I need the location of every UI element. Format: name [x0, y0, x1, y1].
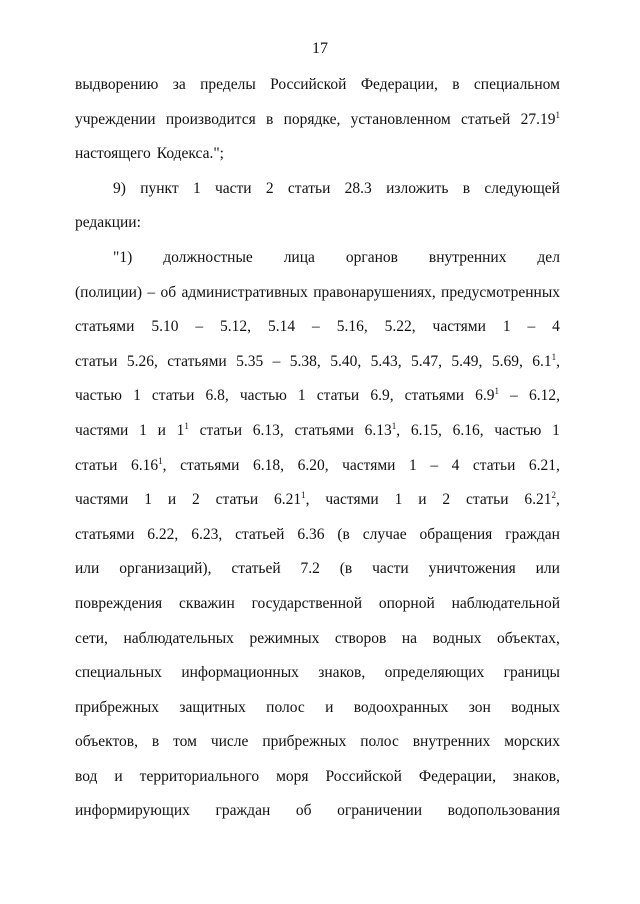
word: административных	[181, 283, 308, 301]
word: зон	[468, 698, 491, 716]
word: внутренних	[428, 248, 507, 266]
word: 7.2	[300, 560, 320, 578]
word: граждан	[215, 802, 271, 820]
word: Федерации,	[360, 76, 438, 93]
word: органов	[345, 248, 398, 266]
word: $6.9^1$	[475, 386, 500, 405]
word: 5.40,	[330, 352, 362, 370]
word: Российской	[270, 76, 347, 93]
word: 6.36	[297, 525, 325, 543]
superscript: 1	[555, 109, 560, 120]
word: (полиции)	[75, 283, 143, 301]
word: (в	[339, 560, 353, 578]
word: в	[452, 76, 460, 93]
word: 1	[144, 491, 152, 509]
word: 4	[451, 456, 460, 474]
text-line	[75, 518, 560, 553]
word: том	[173, 733, 197, 751]
word: створов	[334, 629, 387, 647]
word: 6.12,	[528, 387, 560, 405]
word: должностные	[163, 248, 253, 266]
word: изложить	[386, 179, 449, 197]
word: внутренних	[412, 733, 491, 751]
word: знаков,	[318, 664, 366, 682]
word: скважин	[179, 594, 235, 612]
word: и	[325, 698, 334, 716]
word: 5.35	[236, 352, 264, 370]
word: на	[401, 629, 418, 647]
word: и	[167, 491, 177, 509]
word: частями	[75, 421, 129, 439]
word: 6.20,	[297, 456, 329, 474]
word: частью	[494, 421, 542, 439]
word: вод	[75, 767, 98, 785]
word: об	[295, 802, 312, 820]
word: статьи	[466, 491, 509, 509]
word: водных	[511, 698, 560, 716]
word: 1	[133, 387, 141, 405]
word: организаций),	[119, 560, 212, 578]
word: "1)	[113, 248, 133, 266]
word: 1	[394, 491, 403, 509]
text-line	[75, 760, 560, 795]
word: случае	[362, 525, 407, 543]
word: частями	[75, 491, 129, 509]
word: частью	[239, 387, 287, 405]
word: 1	[297, 387, 306, 405]
word: 6.16$^1$,	[131, 455, 167, 474]
text-line	[75, 137, 560, 172]
word: территориального	[139, 767, 260, 785]
superscript: 1	[184, 420, 189, 431]
word: границы	[503, 664, 560, 682]
word: 6.16,	[452, 421, 484, 439]
word: режимных	[249, 629, 320, 647]
superscript: 1	[551, 351, 557, 362]
word: статьями	[75, 318, 135, 336]
word: 1	[192, 179, 201, 197]
word: 6.21$^1$,	[274, 490, 310, 509]
word: статьи	[316, 387, 360, 405]
text-line	[75, 552, 560, 587]
text-line	[75, 68, 560, 103]
word: водопользования	[447, 802, 560, 820]
word: 5.10	[151, 318, 179, 336]
word: –	[510, 387, 518, 405]
word: частями	[342, 456, 396, 474]
word: 5.43,	[370, 352, 402, 370]
word: (в	[337, 525, 350, 543]
text-line	[75, 414, 560, 449]
word: в	[266, 110, 274, 128]
word: специальном	[473, 76, 560, 93]
word: 5.16,	[336, 318, 368, 336]
word: числе	[210, 733, 249, 751]
word: полос	[360, 733, 399, 751]
word: 5.69,	[491, 352, 523, 370]
word: ограничении	[337, 802, 423, 820]
word: 6.15,	[410, 421, 442, 439]
text-line	[75, 691, 560, 726]
word: 2	[192, 491, 200, 509]
word: объектах,	[496, 629, 560, 647]
word: информационных	[181, 664, 299, 682]
word: 2	[265, 179, 274, 197]
text-line	[75, 379, 560, 414]
word: определяющих	[384, 664, 485, 682]
text-line	[75, 794, 560, 829]
superscript: 2	[551, 490, 556, 501]
word: статьями	[404, 387, 465, 405]
word: и	[114, 767, 123, 785]
word: статьи	[199, 421, 243, 439]
word: части	[214, 179, 252, 197]
word: учреждении	[75, 110, 156, 128]
text-line	[75, 345, 560, 380]
word: статьи	[151, 387, 195, 405]
word: сети,	[75, 629, 108, 647]
word: статьями	[167, 352, 227, 370]
page-number: 17	[312, 40, 328, 57]
word: 5.12,	[220, 318, 252, 336]
word: статьей	[231, 560, 281, 578]
word: 1	[139, 421, 147, 439]
word: 5.14	[267, 318, 296, 336]
word: и	[418, 491, 427, 509]
word: статьи	[75, 456, 118, 474]
word: водных	[432, 629, 482, 647]
word: 1	[552, 421, 560, 439]
word: опорной	[378, 594, 435, 612]
word: пункт	[140, 179, 179, 197]
word: 6.21$^2$,	[524, 490, 560, 509]
word: 4	[552, 318, 560, 336]
word: статьей	[461, 110, 511, 128]
word: 6.22,	[147, 525, 179, 543]
word: статьи	[287, 179, 331, 197]
word: лица	[283, 248, 315, 266]
word: 1	[409, 456, 417, 474]
word: и	[157, 421, 166, 439]
word: об	[160, 283, 177, 301]
word: Российской	[325, 767, 402, 785]
word: –	[195, 318, 204, 336]
word: повреждения	[75, 594, 163, 612]
word: 6.9,	[370, 387, 394, 405]
text-line	[75, 276, 560, 311]
text-line	[75, 587, 560, 622]
word: или	[535, 560, 560, 578]
superscript: 1	[494, 386, 500, 397]
word: следующей	[484, 179, 560, 197]
word: 6.18,	[253, 456, 285, 474]
text-line	[75, 310, 560, 345]
word: 6.21,	[528, 456, 560, 474]
text-line	[75, 656, 560, 691]
word: или	[75, 560, 100, 578]
superscript: 1	[158, 455, 163, 466]
word: правонарушениях,	[313, 283, 436, 301]
word: 5.22,	[384, 318, 416, 336]
text-line	[75, 622, 560, 657]
word: в	[151, 733, 160, 751]
word: –	[312, 318, 320, 336]
word: –	[147, 283, 156, 301]
word: 27.19$^1$	[520, 109, 560, 128]
word: установленном	[350, 110, 451, 128]
word: прибрежных	[262, 733, 347, 751]
word: защитных	[179, 698, 246, 716]
word: производится	[165, 110, 256, 128]
word: дел	[537, 248, 560, 266]
word: 6.13,	[252, 421, 284, 439]
word: 6.8,	[205, 387, 229, 405]
word: –	[430, 456, 439, 474]
word: Кодекса.";	[156, 145, 224, 163]
text-line	[75, 241, 560, 276]
word: 5.49,	[451, 352, 483, 370]
word: статьями	[294, 421, 354, 439]
word: порядке,	[283, 110, 341, 128]
word: $6.1^1$,	[532, 351, 560, 370]
text-line	[75, 483, 560, 518]
word: статьями	[180, 456, 240, 474]
superscript: 1	[301, 490, 306, 501]
text-line	[75, 449, 560, 484]
word: 6.23,	[191, 525, 223, 543]
word: 5.47,	[411, 352, 442, 370]
word: государственной	[251, 594, 363, 612]
word: статьей	[235, 525, 285, 543]
word: 5.26,	[126, 352, 158, 370]
word: знаков,	[512, 767, 560, 785]
word: граждан	[505, 525, 560, 543]
word: специальных	[75, 664, 162, 682]
word: Федерации,	[418, 767, 496, 785]
word: 2	[442, 491, 451, 509]
word: частью	[75, 387, 122, 405]
word: объектов,	[75, 733, 138, 751]
word: выдворению	[75, 76, 159, 93]
word: статьи	[472, 456, 516, 474]
word: водоохранных	[353, 698, 449, 716]
word: в	[462, 179, 471, 197]
word: предусмотренных	[441, 283, 560, 301]
word: обращения	[419, 525, 493, 543]
word: 1	[502, 318, 511, 336]
word: моря	[276, 767, 309, 785]
word: информирующих	[75, 802, 190, 820]
word: уничтожения	[428, 560, 516, 578]
word: $1^1$	[176, 420, 189, 439]
word: пределы	[200, 76, 256, 93]
word: редакции:	[75, 214, 141, 232]
document-body	[75, 68, 560, 829]
word: прибрежных	[75, 698, 160, 716]
word: статьи	[75, 352, 118, 370]
word: –	[272, 352, 281, 370]
text-line	[75, 103, 560, 138]
word: 6.13$^1$,	[364, 420, 401, 439]
word: –	[527, 318, 536, 336]
text-line	[75, 172, 560, 207]
word: 9)	[113, 179, 126, 197]
superscript: 1	[391, 420, 397, 431]
word: наблюдательных	[123, 629, 234, 647]
word: 28.3	[344, 179, 372, 197]
word: частями	[325, 491, 379, 509]
word: за	[172, 76, 186, 93]
word: наблюдательной	[451, 594, 560, 612]
word: полос	[266, 698, 305, 716]
text-line	[75, 725, 560, 760]
text-line	[75, 206, 560, 241]
word: части	[372, 560, 409, 578]
word: 5.38,	[289, 352, 321, 370]
word: частями	[432, 318, 486, 336]
word: настоящего	[75, 145, 151, 163]
word: морских	[504, 733, 560, 751]
word: статьи	[215, 491, 259, 509]
word: статьями	[75, 525, 135, 543]
